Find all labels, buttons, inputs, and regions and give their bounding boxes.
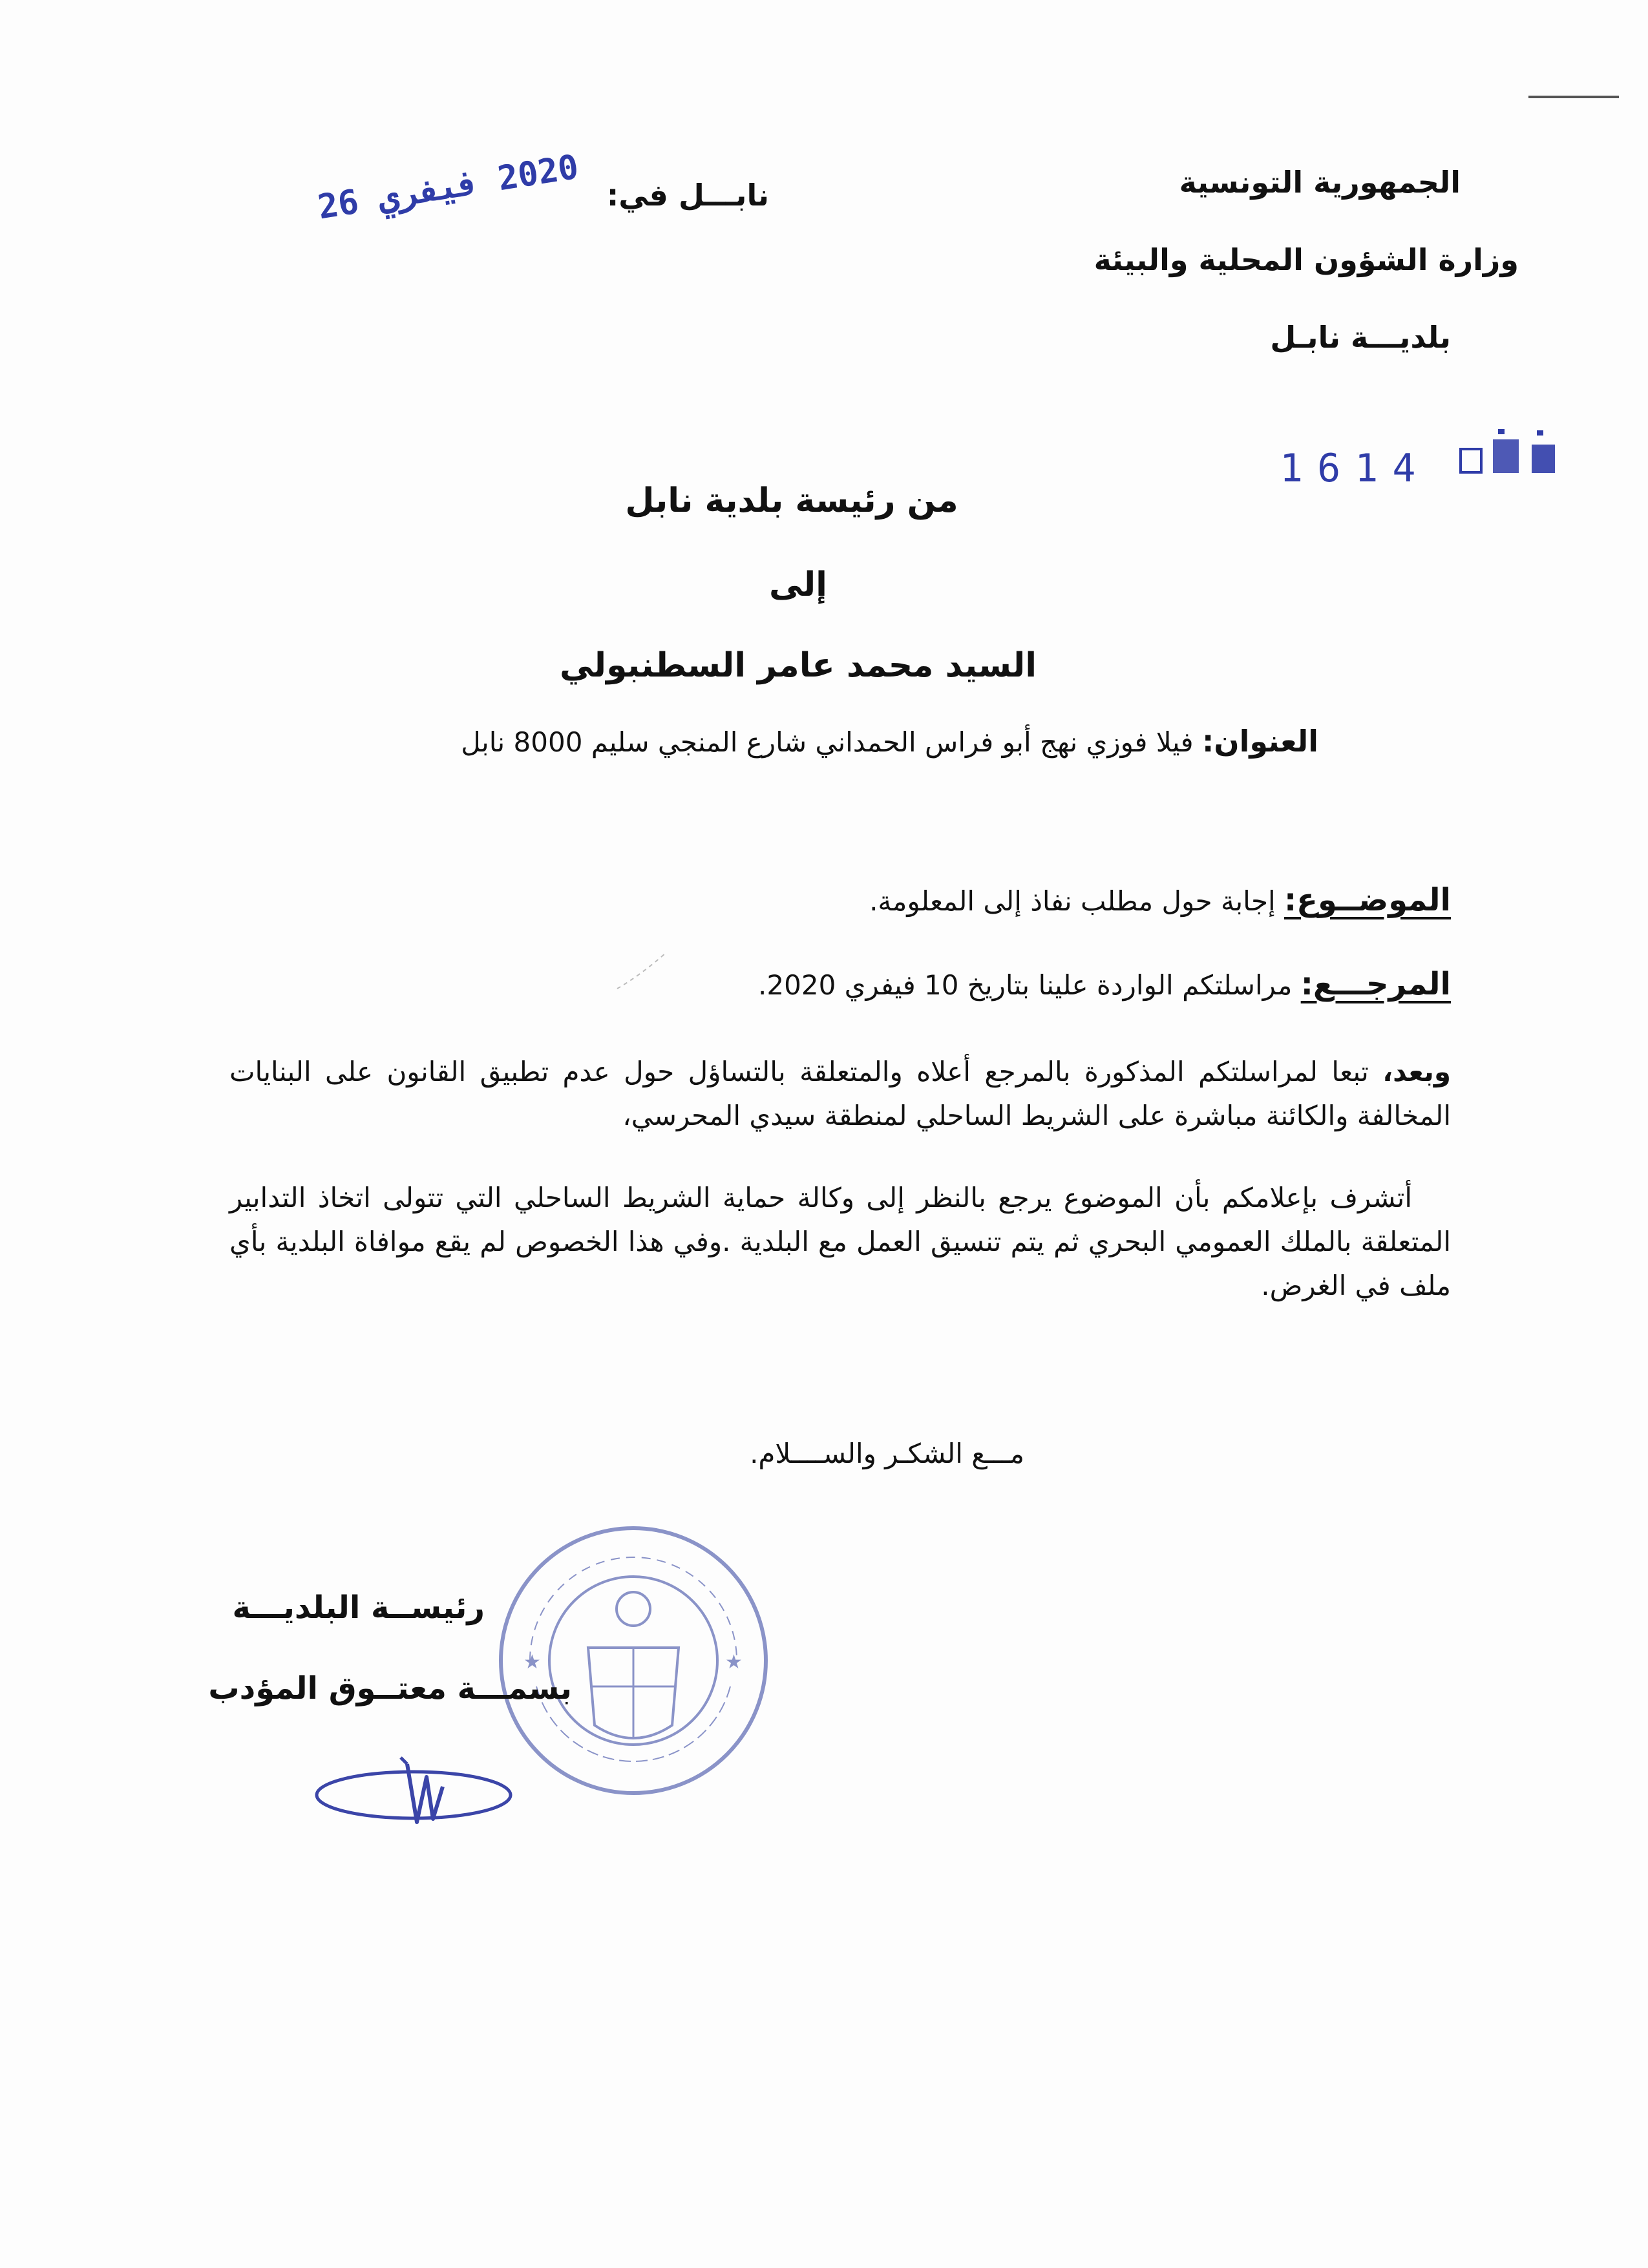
- reference-line: [758, 966, 1451, 1002]
- header-republic: الجمهورية التونسية: [1179, 165, 1461, 200]
- reference-stamp-mark: [1454, 426, 1564, 478]
- header-municipality: بلديـــة نابـل: [1270, 320, 1451, 355]
- paragraph-1: [229, 1050, 1451, 1138]
- subject-value: إجابة حول مطلب نفاذ إلى المعلومة.: [869, 885, 1284, 917]
- handwritten-signature: [310, 1738, 523, 1848]
- svg-text:★: ★: [725, 1651, 743, 1674]
- address-line: [461, 724, 1318, 759]
- header-ministry: وزارة الشؤون المحلية والبيئة: [1093, 242, 1519, 277]
- recipient-name: السيد محمد عامر السطنبولي: [559, 646, 1037, 685]
- paragraph-1-text: تبعا لمراسلتكم المذكورة بالمرجع أعلاه والمتعلقة بالتساؤل حول عدم تطبيق القانون على البنايات المخالفة والكائنة مباشرة على الشريط الساحلي لمنطقة سيدي المحرسي،: [229, 1056, 1451, 1131]
- subject-line: [869, 882, 1451, 918]
- to-word: إلى: [769, 565, 827, 604]
- signature-name: بسمـــة معتــوق المؤدب: [208, 1670, 572, 1706]
- date-stamp: 2020 فيفري 26: [315, 147, 582, 227]
- signature-title: رئيســة البلديـــة: [232, 1590, 485, 1626]
- paragraph-2: أتشرف بإعلامكم بأن الموضوع يرجع بالنظر إلى وكالة حماية الشريط الساحلي التي تتولى اتخاذ التدابير المتعلقة بالملك العمومي البحري ثم يتم تنسيق العمل مع البلدية .وفي هذا الخصوص لم يقع موافاة البلدية بأي ملف في الغرض.: [229, 1182, 1451, 1301]
- stray-mark: [614, 950, 672, 995]
- official-seal: [491, 1518, 776, 1803]
- paragraph-1-lead: وبعد،: [1382, 1056, 1451, 1087]
- svg-text:★: ★: [523, 1651, 541, 1674]
- reference-value: مراسلتكم الواردة علينا بتاريخ 10 فيفري 2020.: [758, 969, 1301, 1001]
- place-label: نابـــل في:: [606, 178, 769, 213]
- from-line: من رئيسة بلدية نابل: [625, 481, 958, 520]
- address-label: العنوان:: [1201, 724, 1318, 759]
- reference-label: المرجـــع:: [1300, 966, 1451, 1002]
- reference-number: 1614: [1280, 446, 1430, 491]
- address-value: فيلا فوزي نهج أبو فراس الحمداني شارع المنجي سليم 8000 نابل: [461, 726, 1202, 758]
- closing-line: مـــع الشكـر والســــلام.: [750, 1438, 1024, 1469]
- subject-label: الموضــوع:: [1284, 882, 1451, 918]
- top-edge-line: [1528, 96, 1619, 98]
